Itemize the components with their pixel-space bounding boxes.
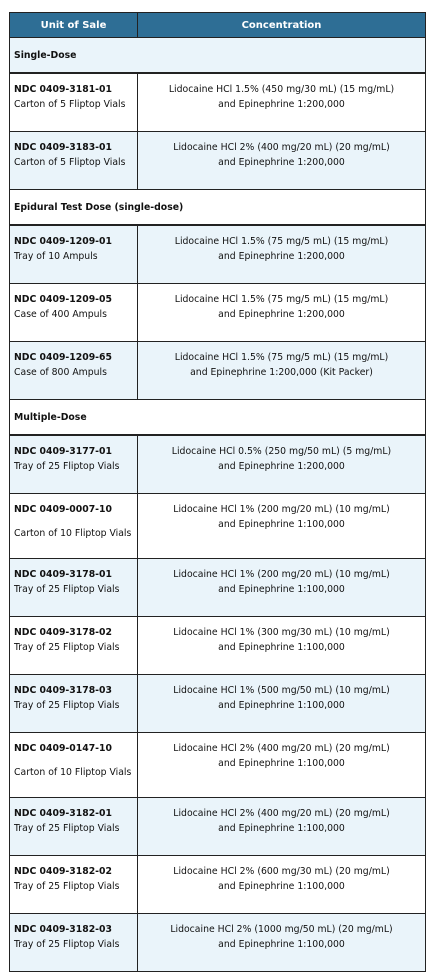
concentration-cell: [138, 798, 426, 856]
package-desc: Tray of 25 Fliptop Vials: [14, 584, 120, 595]
header-unit-of-sale: Unit of Sale: [10, 13, 138, 38]
unit-cell: [10, 225, 138, 284]
concentration-line: and Epinephrine 1:200,000: [218, 157, 345, 168]
concentration-cell: [138, 73, 426, 132]
unit-cell: [10, 435, 138, 494]
product-table-container: [9, 12, 425, 972]
table-row: [10, 617, 426, 675]
concentration-line: and Epinephrine 1:100,000: [218, 519, 345, 530]
concentration-line: Lidocaine HCl 2% (600 mg/30 mL) (20 mg/mL): [173, 866, 390, 877]
ndc-code: NDC 0409-3178-03: [14, 685, 112, 696]
package-desc: Carton of 10 Fliptop Vials: [14, 767, 132, 778]
concentration-line: Lidocaine HCl 2% (400 mg/20 mL) (20 mg/mL): [173, 142, 390, 153]
unit-cell: [10, 132, 138, 190]
ndc-code: NDC 0409-0007-10: [14, 504, 112, 515]
ndc-code: NDC 0409-1209-05: [14, 294, 112, 305]
ndc-code: NDC 0409-3177-01: [14, 446, 112, 457]
concentration-line: and Epinephrine 1:100,000: [218, 584, 345, 595]
header-concentration: Concentration: [138, 13, 426, 38]
unit-cell: [10, 733, 138, 798]
concentration-line: and Epinephrine 1:100,000: [218, 700, 345, 711]
table-row: [10, 675, 426, 733]
unit-cell: [10, 342, 138, 400]
concentration-cell: [138, 733, 426, 798]
section-row: [10, 38, 426, 74]
package-desc: Tray of 25 Fliptop Vials: [14, 461, 120, 472]
unit-cell: [10, 284, 138, 342]
section-title: Single-Dose: [10, 38, 426, 74]
package-desc: Tray of 25 Fliptop Vials: [14, 642, 120, 653]
concentration-cell: [138, 225, 426, 284]
table-row: [10, 798, 426, 856]
concentration-line: Lidocaine HCl 1% (300 mg/30 mL) (10 mg/mL): [173, 627, 390, 638]
package-desc: Carton of 5 Fliptop Vials: [14, 157, 126, 168]
unit-cell: [10, 559, 138, 617]
table-row: [10, 733, 426, 798]
unit-cell: [10, 494, 138, 559]
concentration-cell: [138, 494, 426, 559]
concentration-cell: [138, 132, 426, 190]
concentration-cell: [138, 914, 426, 972]
table-row: [10, 494, 426, 559]
unit-cell: [10, 914, 138, 972]
table-row: [10, 132, 426, 190]
concentration-line: Lidocaine HCl 1.5% (450 mg/30 mL) (15 mg/mL): [168, 84, 395, 95]
concentration-line: Lidocaine HCl 1.5% (75 mg/5 mL) (15 mg/mL): [174, 352, 389, 363]
package-desc: Case of 800 Ampuls: [14, 367, 107, 378]
package-desc: Case of 400 Ampuls: [14, 309, 107, 320]
concentration-cell: [138, 675, 426, 733]
section-title: Epidural Test Dose (single-dose): [10, 190, 426, 226]
ndc-code: NDC 0409-3178-02: [14, 627, 112, 638]
section-row: [10, 400, 426, 436]
concentration-cell: [138, 435, 426, 494]
concentration-line: Lidocaine HCl 1.5% (75 mg/5 mL) (15 mg/mL): [174, 236, 389, 247]
unit-cell: [10, 798, 138, 856]
concentration-line: and Epinephrine 1:100,000: [218, 823, 345, 834]
section-row: [10, 190, 426, 226]
section-title: Multiple-Dose: [10, 400, 426, 436]
table-row: [10, 559, 426, 617]
concentration-cell: [138, 284, 426, 342]
table-row: [10, 225, 426, 284]
concentration-line: Lidocaine HCl 1% (500 mg/50 mL) (10 mg/mL): [173, 685, 390, 696]
package-desc: Carton of 5 Fliptop Vials: [14, 99, 126, 110]
product-table: [9, 12, 426, 972]
ndc-code: NDC 0409-3181-01: [14, 84, 112, 95]
ndc-code: NDC 0409-3182-01: [14, 808, 112, 819]
concentration-line: Lidocaine HCl 1.5% (75 mg/5 mL) (15 mg/mL): [174, 294, 389, 305]
package-desc: Tray of 25 Fliptop Vials: [14, 939, 120, 950]
package-desc: Carton of 10 Fliptop Vials: [14, 528, 132, 539]
ndc-code: NDC 0409-0147-10: [14, 743, 112, 754]
unit-cell: [10, 73, 138, 132]
concentration-line: and Epinephrine 1:200,000: [218, 461, 345, 472]
package-desc: Tray of 25 Fliptop Vials: [14, 823, 120, 834]
table-row: [10, 284, 426, 342]
concentration-cell: [138, 559, 426, 617]
ndc-code: NDC 0409-3178-01: [14, 569, 112, 580]
concentration-line: and Epinephrine 1:200,000: [218, 309, 345, 320]
table-row: [10, 914, 426, 972]
concentration-line: and Epinephrine 1:100,000: [218, 642, 345, 653]
unit-cell: [10, 675, 138, 733]
ndc-code: NDC 0409-1209-65: [14, 352, 112, 363]
table-row: [10, 435, 426, 494]
ndc-code: NDC 0409-1209-01: [14, 236, 112, 247]
package-desc: Tray of 25 Fliptop Vials: [14, 700, 120, 711]
concentration-line: and Epinephrine 1:100,000: [218, 881, 345, 892]
concentration-line: Lidocaine HCl 2% (1000 mg/50 mL) (20 mg/mL): [170, 924, 393, 935]
concentration-line: Lidocaine HCl 0.5% (250 mg/50 mL) (5 mg/mL): [171, 446, 392, 457]
ndc-code: NDC 0409-3182-03: [14, 924, 112, 935]
concentration-line: Lidocaine HCl 2% (400 mg/20 mL) (20 mg/mL): [173, 743, 390, 754]
package-desc: Tray of 10 Ampuls: [14, 251, 98, 262]
package-desc: Tray of 25 Fliptop Vials: [14, 881, 120, 892]
concentration-cell: [138, 342, 426, 400]
concentration-line: Lidocaine HCl 1% (200 mg/20 mL) (10 mg/mL): [173, 504, 390, 515]
concentration-line: Lidocaine HCl 2% (400 mg/20 mL) (20 mg/mL): [173, 808, 390, 819]
concentration-line: and Epinephrine 1:100,000: [218, 939, 345, 950]
table-row: [10, 342, 426, 400]
concentration-line: and Epinephrine 1:100,000: [218, 758, 345, 769]
ndc-code: NDC 0409-3182-02: [14, 866, 112, 877]
concentration-line: and Epinephrine 1:200,000 (Kit Packer): [190, 367, 373, 378]
concentration-line: Lidocaine HCl 1% (200 mg/20 mL) (10 mg/mL): [173, 569, 390, 580]
unit-cell: [10, 617, 138, 675]
header-row: [10, 13, 426, 38]
ndc-code: NDC 0409-3183-01: [14, 142, 112, 153]
concentration-line: and Epinephrine 1:200,000: [218, 251, 345, 262]
table-row: [10, 73, 426, 132]
concentration-cell: [138, 617, 426, 675]
concentration-line: and Epinephrine 1:200,000: [218, 99, 345, 110]
